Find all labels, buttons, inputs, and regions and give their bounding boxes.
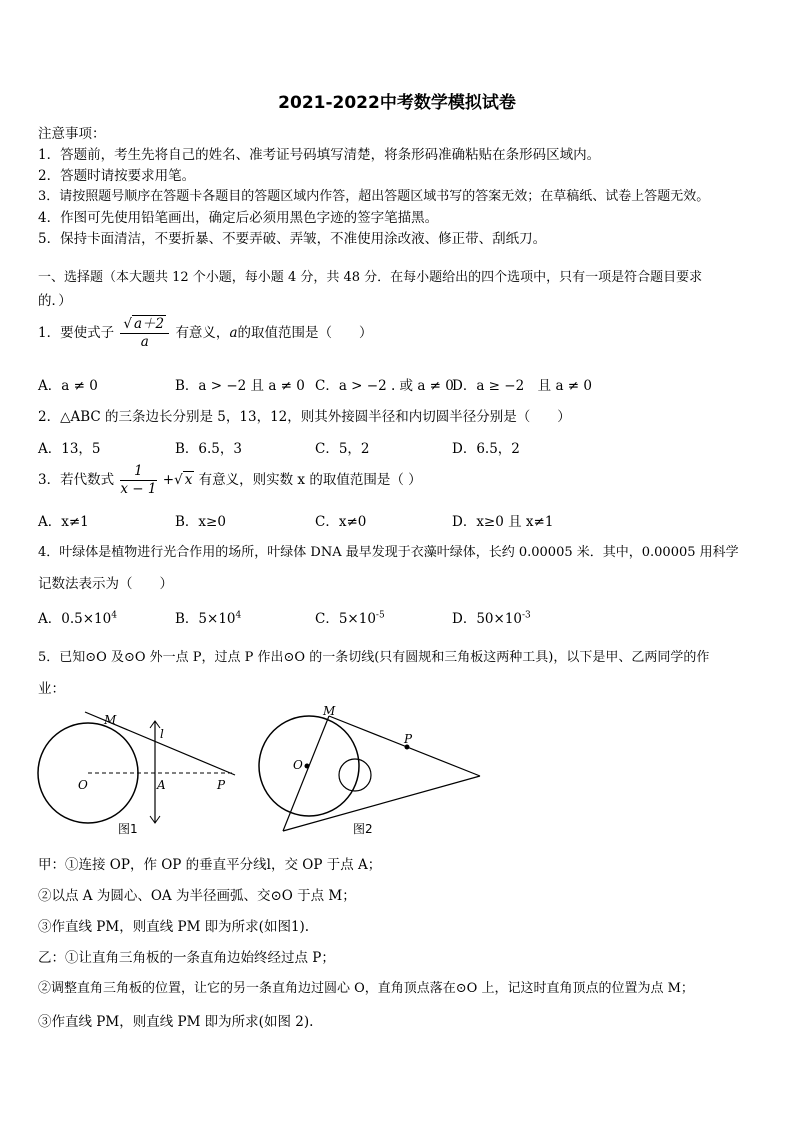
question-5-stem: 5．已知⊙O 及⊙O 外一点 P，过点 P 作出⊙O 的一条切线(只有圆规和三角板这两种工具)，以下是甲、乙两同学的作: [38, 650, 710, 665]
notice-item: 3．请按照题号顺序在答题卡各题目的答题区域内作答，超出答题区域书写的答案无效；在草稿纸、试卷上答题无效。: [38, 189, 710, 204]
question-3-stem: 3．若代数式 $\frac{1}{x - 1}$ +√ x 有意义，则实数 x 的取值范围是（ ）: [38, 463, 422, 497]
option-c: C．a > −2 . 或 a ≠ 0: [315, 378, 454, 394]
option-d: D．6.5，2: [452, 441, 520, 457]
solution-step: ③作直线 PM，则直线 PM 即为所求(如图1).: [38, 919, 310, 935]
option-d: D．$50\times 10^{-3}$: [452, 610, 531, 627]
question-1-stem: 1．要使式子 $\frac{√ a+2}{a}$ 有意义，a的取值范围是（ ）: [38, 316, 373, 350]
question-2-stem: 2．△ABC 的三条边长分别是 5，13，12，则其外接圆半径和内切圆半径分别是（ ）: [38, 409, 571, 425]
question-4-stem: 4．叶绿体是植物进行光合作用的场所，叶绿体 DNA 最早发现于衣藻叶绿体，长约 0.00005 米．其中，0.00005 用科学: [38, 545, 739, 560]
section-heading: 一、选择题（本大题共 12 个小题，每小题 4 分，共 48 分．在每小题给出的四个选项中，只有一项是符合题目要求: [38, 270, 703, 285]
notice-item: 1．答题前，考生先将自己的姓名、准考证号码填写清楚，将条形码准确粘贴在条形码区域内。: [38, 147, 601, 163]
option-d: D．a ≥ −2 且 a ≠ 0: [452, 378, 592, 394]
solution-step: 乙：①让直角三角板的一条直角边始终经过点 P；: [38, 950, 335, 966]
option-d: D．x≥0 且 x≠1: [452, 514, 554, 530]
option-a: A．a ≠ 0: [38, 378, 98, 394]
label-m: M: [104, 713, 117, 727]
option-b: B．$5\times 10^4$: [175, 610, 242, 627]
figure-2-caption: 图2: [353, 822, 373, 836]
question-4-stem-cont: 记数法表示为（ ）: [38, 576, 173, 592]
label-o: O: [293, 758, 303, 772]
fraction: $\frac{1}{x - 1}$: [120, 463, 157, 497]
option-b: B．6.5，3: [175, 441, 242, 457]
solution-step: ③作直线 PM，则直线 PM 即为所求(如图 2).: [38, 1014, 314, 1030]
notice-item: 4．作图可先使用铅笔画出，确定后必须用黑色字迹的签字笔描黑。: [38, 210, 439, 226]
option-b: B．a > −2 且 a ≠ 0: [175, 378, 305, 394]
option-a: A．13，5: [38, 441, 101, 457]
option-b: B．x≥0: [175, 514, 226, 530]
option-c: C．5，2: [315, 441, 370, 457]
option-a: A．$0.5\times 10^4$: [38, 610, 117, 627]
point-o: [305, 764, 310, 769]
page-title: 2021-2022中考数学模拟试卷: [278, 93, 516, 113]
label-p: P: [217, 778, 226, 792]
triangle-hypotenuse: [283, 776, 480, 831]
section-heading-cont: 的．）: [38, 293, 72, 309]
notice-heading: 注意事项：: [38, 126, 106, 142]
option-a: A．x≠1: [38, 514, 89, 530]
figure-1: [30, 705, 250, 840]
label-m: M: [323, 704, 336, 718]
figure-1-caption: 图1: [118, 822, 138, 836]
option-c: C．$5\times 10^{-5}$: [315, 610, 385, 627]
solution-step: ②以点 A 为圆心、OA 为半径画弧、交⊙O 于点 M；: [38, 888, 356, 904]
figure-2: [255, 703, 490, 841]
solution-step: ②调整直角三角板的位置，让它的另一条直角边过圆心 O，直角顶点落在⊙O 上，记这时直角顶点的位置为点 M；: [38, 981, 694, 996]
label-l: l: [160, 727, 164, 741]
label-p: P: [404, 732, 413, 746]
fraction: $\frac{√ a+2}{a}$: [120, 316, 169, 351]
label-o: O: [78, 778, 88, 792]
question-5-stem-cont: 业：: [38, 681, 65, 697]
notice-item: 5．保持卡面清洁，不要折暴、不要弄破、弄皱，不准使用涂改液、修正带、刮纸刀。: [38, 231, 547, 247]
notice-item: 2．答题时请按要求用笔。: [38, 168, 196, 184]
tangent-line-pm: [329, 716, 480, 776]
option-c: C．x≠0: [315, 514, 367, 530]
label-a: A: [157, 778, 166, 792]
solution-step: 甲：①连接 OP，作 OP 的垂直平分线l，交 OP 于点 A；: [38, 857, 382, 873]
